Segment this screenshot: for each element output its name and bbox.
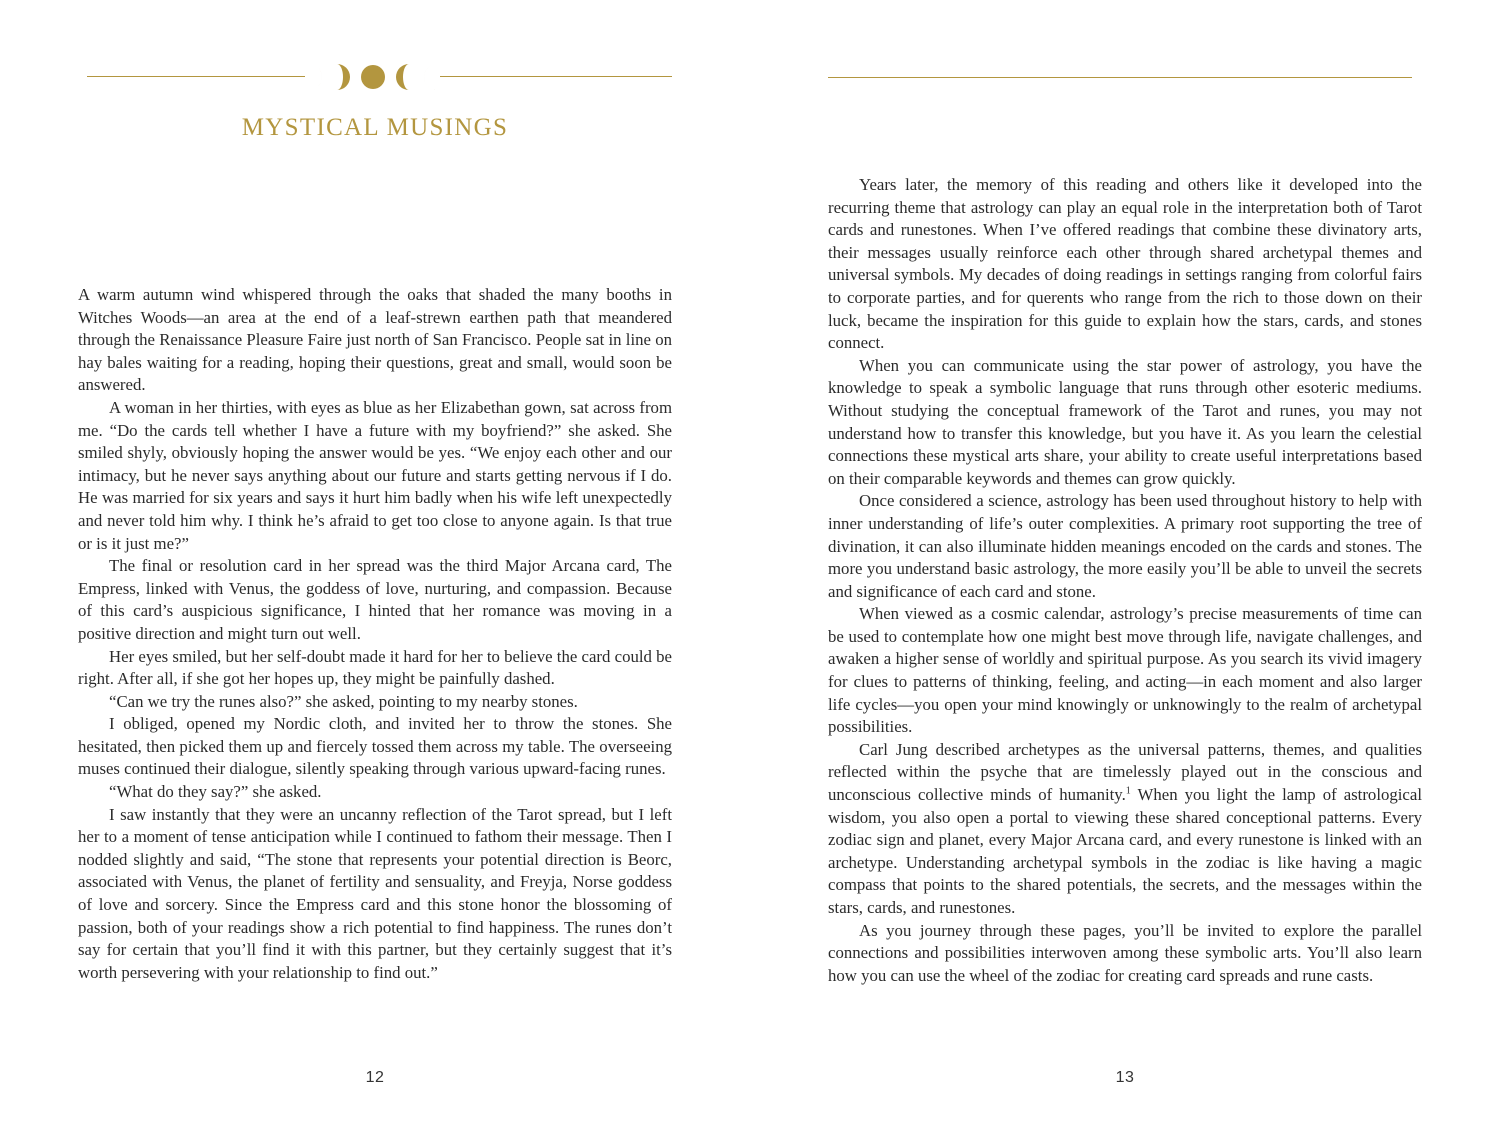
- right-page-body: [828, 174, 1422, 987]
- paragraph-text: Carl Jung described archetypes as the universal patterns, themes, and qualities reflected within the psyche that are timelessly played out in the conscious and unconscious collective minds of humanity.: [828, 739, 1422, 805]
- left-page-body: [78, 284, 672, 984]
- header-rule: [828, 77, 1412, 78]
- moon-phases-ornament-icon: [303, 60, 443, 94]
- paragraph: “What do they say?” she asked.: [109, 782, 322, 802]
- header-rule-right: [440, 76, 672, 77]
- paragraph: “Can we try the runes also?” she asked, pointing to my nearby stones.: [109, 691, 578, 711]
- paragraph: [828, 739, 1422, 920]
- paragraph: As you journey through these pages, you’ll be invited to explore the parallel connections and possibilities interwoven among these symbolic arts. You’ll also learn how you can use the wheel of the zodiac for creating card spreads and rune casts.: [828, 920, 1422, 985]
- paragraph: A woman in her thirties, with eyes as blue as her Elizabethan gown, sat across from me. “Do the cards tell whether I have a future with my boyfriend?” she asked. She smiled shyly, obviously hoping the answer would be yes. “We enjoy each other and our intimacy, but he never says anything about our future and starts getting nervous if I do. He was married for six years and says it hurt him badly when his wife left unexpectedly and never told him why. I think he’s afraid to get too close to anyone again. Is that true or is it just me?”: [78, 397, 672, 553]
- paragraph: When you can communicate using the star power of astrology, you have the knowledge to speak a symbolic language that runs through other esoteric mediums. Without studying the conceptual framework of the Tarot and runes, you may not understand how to transfer this knowledge, but you have it. As you learn the celestial connections these mystical arts share, your ability to create useful interpretations based on their comparable keywords and themes can grow quickly.: [828, 355, 1422, 488]
- paragraph: When viewed as a cosmic calendar, astrology’s precise measurements of time can be used to contemplate how one might best move through life, navigate challenges, and awaken a higher sense of worldly and spiritual purpose. As you search its vivid imagery for clues to patterns of thinking, feeling, and acting—in each moment and also larger life cycles—you open your mind knowingly or unknowingly to the realm of archetypal possibilities.: [828, 604, 1422, 737]
- paragraph: A warm autumn wind whispered through the oaks that shaded the many booths in Witches Woods—an area at the end of a leaf-strewn earthen path that meandered through the Renaissance Pleasure Faire just north of San Francisco. People sat in line on hay bales waiting for a reading, hoping their questions, great and small, would soon be answered.: [78, 285, 672, 395]
- header-rule-left: [87, 76, 305, 77]
- page-number: 12: [365, 1069, 385, 1086]
- footnote-marker[interactable]: 1: [1125, 785, 1131, 797]
- paragraph: Years later, the memory of this reading and others like it developed into the recurring theme that astrology can play an equal role in the interpretation both of Tarot cards and runestones. When I’ve offered readings that combine these divinatory arts, their messages usually reinforce each other through shared archetypal themes and universal symbols. My decades of doing readings in settings ranging from colorful fairs to corporate parties, and for querents who range from the rich to those down on their luck, became the inspiration for this guide to explain how the stars, cards, and stones connect.: [828, 175, 1422, 353]
- paragraph-text: When you light the lamp of astrological wisdom, you also open a portal to viewing these shared conceptional patterns. Every zodiac sign and planet, every Major Arcana card, and every runestone is linked with an archetype. Understanding archetypal symbols in the zodiac is like having a magic compass that points to the shared potentials, the secrets, and the messages within the stars, cards, and runestones.: [828, 785, 1422, 917]
- paragraph: I saw instantly that they were an uncanny reflection of the Tarot spread, but I left her to a moment of tense anticipation while I continued to fathom their message. Then I nodded slightly and said, “The stone that represents your potential direction is Beorc, associated with Venus, the planet of fertility and sensuality, and Freyja, Norse goddess of love and sorcery. Since the Empress card and this stone honor the blossoming of passion, both of your readings show a rich potential to find happiness. The runes don’t say for certain that you’ll find it with this partner, but they certainly suggest that it’s worth persevering with your relationship to find out.”: [78, 804, 672, 982]
- paragraph: I obliged, opened my Nordic cloth, and invited her to throw the stones. She hesitated, then picked them up and fiercely tossed them across my table. The overseeing muses continued their dialogue, silently speaking through various upward-facing runes.: [78, 714, 672, 779]
- paragraph: Her eyes smiled, but her self-doubt made it hard for her to believe the card could be right. After all, if she got her hopes up, they might be painfully dashed.: [78, 646, 672, 689]
- right-page: [750, 0, 1500, 1125]
- paragraph: The final or resolution card in her spread was the third Major Arcana card, The Empress, linked with Venus, the goddess of love, nurturing, and compassion. Because of this card’s auspicious significance, I hinted that her romance was moving in a positive direction and might turn out well.: [78, 556, 672, 643]
- chapter-title: MYSTICAL MUSINGS: [241, 114, 509, 141]
- page-number: 13: [1115, 1069, 1135, 1086]
- paragraph: Once considered a science, astrology has been used throughout history to help with inner understanding of life’s outer complexities. A primary root supporting the tree of divination, it can also illuminate hidden meanings encoded on the cards and stones. The more you understand basic astrology, the more easily you’ll be able to unveil the secrets and significance of each card and stone.: [828, 491, 1422, 601]
